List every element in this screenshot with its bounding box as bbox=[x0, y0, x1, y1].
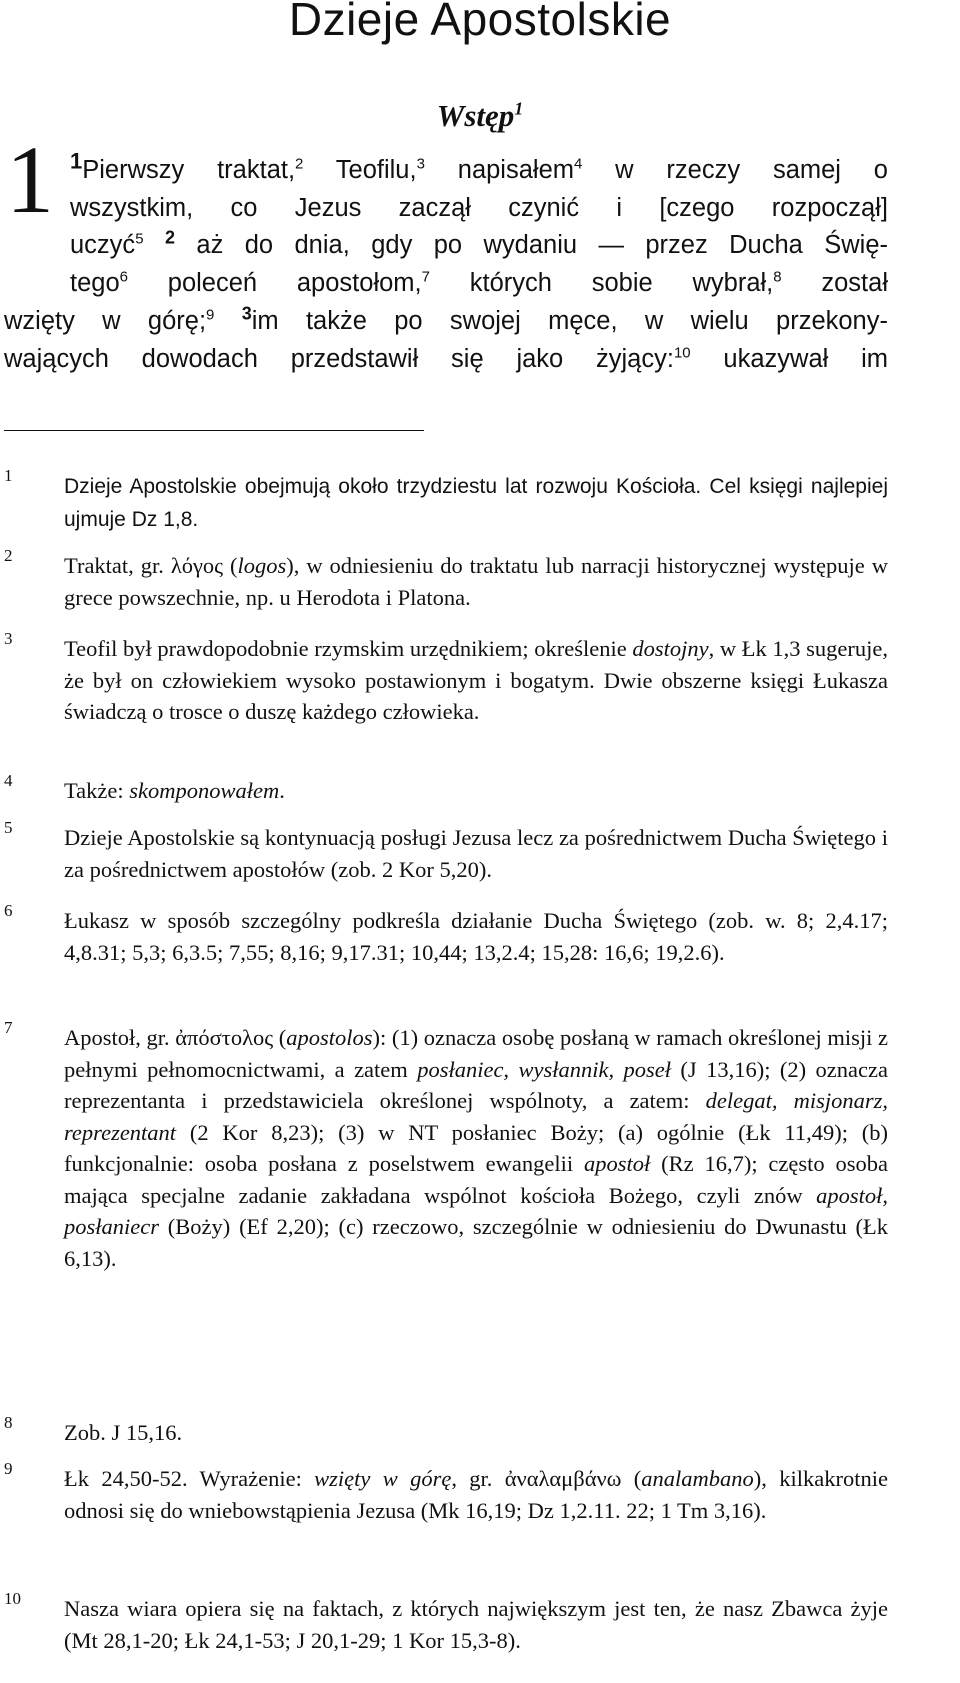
verse-number-2: 2 bbox=[164, 227, 175, 248]
footnote-text: Traktat, gr. λόγος (logos), w odniesieniu do traktatu lub narracji historycznej występuje w grece powszechnie, np. u Herodota i Platona. bbox=[64, 553, 888, 610]
footnote-ref-1: 1 bbox=[514, 98, 524, 119]
footnote-ref-2: 2 bbox=[295, 155, 304, 173]
footnote-text: Teofil był prawdopodobnie rzymskim urzędnikiem; określenie dostojny, w Łk 1,3 sugeruje, że był on człowiekiem wysoko postawionym i bogatym. Dwie obszerne księgi Łukasza świadczą o trosce o duszę każdego człowieka. bbox=[64, 636, 889, 724]
footnote-number: 5 bbox=[4, 818, 13, 837]
footnote-8 bbox=[4, 1413, 888, 1449]
footnote-text: Łk 24,50-52. Wyrażenie: wzięty w górę, gr. ἀναλαμβάνω (analambano), kilkakrotnie odnosi się do wniebowstąpienia Jezusa (Mk 16,19; Dz 1,2.11. 22; 1 Tm 3,16). bbox=[64, 1466, 888, 1523]
page-title: Dzieje Apostolskie bbox=[288, 0, 672, 45]
verse-line-5: wzięty w górę;$^9$ $^3$im także po swojej męce, w wielu przekony- bbox=[4, 303, 888, 335]
footnote-text: Dzieje Apostolskie są kontynuacją posługi Jezusa lecz za pośrednictwem Ducha Świętego i za pośrednictwem apostołów (zob. 2 Kor 5,20). bbox=[64, 825, 888, 882]
footnote-ref-7: 7 bbox=[421, 268, 430, 286]
footnote-text: Nasza wiara opiera się na faktach, z których największym jest ten, że nasz Zbawca żyje (Mt 28,1-20; Łk 24,1-53; J 20,1-29; 1 Kor 15,3-8). bbox=[64, 1596, 888, 1653]
verse-line-2: wszystkim, co Jezus zaczął czynić i [czego rozpoczął] bbox=[70, 193, 888, 222]
footnote-number: 4 bbox=[4, 771, 13, 790]
footnote-1 bbox=[4, 466, 888, 535]
footnote-9 bbox=[4, 1459, 888, 1526]
verse-line-3: uczyć$^5$ $^2$ aż do dnia, gdy po wydaniu — przez Ducha Świę- bbox=[70, 227, 889, 260]
footnote-5 bbox=[4, 818, 888, 885]
footnote-number: 3 bbox=[4, 629, 13, 648]
footnote-number: 10 bbox=[4, 1589, 21, 1608]
footnote-4 bbox=[4, 771, 888, 807]
footnote-10 bbox=[4, 1589, 888, 1656]
footnote-text: Zob. J 15,16. bbox=[64, 1420, 183, 1445]
footnote-number: 2 bbox=[4, 546, 13, 565]
footnote-3 bbox=[4, 629, 889, 728]
verse-line-1: 1Pierwszy traktat,$^2$ Teofilu,$^3$ napisałem$^4$ w rzeczy samej o bbox=[70, 148, 888, 184]
footnote-ref-4: 4 bbox=[574, 155, 583, 173]
footnote-divider bbox=[4, 430, 424, 431]
footnote-number: 9 bbox=[4, 1459, 13, 1478]
chapter-number: 1 bbox=[6, 126, 54, 233]
verse-number-1: 1 bbox=[70, 148, 83, 174]
footnote-number: 1 bbox=[4, 466, 13, 485]
footnote-text: Łukasz w sposób szczególny podkreśla działanie Ducha Świętego (zob. w. 8; 2,4.17; 4,8.31; 5,3; 6,3.5; 7,55; 8,16; 9,17.31; 10,44; 13,2.4; 15,28: 16,6; 19,2.6). bbox=[64, 908, 888, 965]
footnote-number: 7 bbox=[4, 1018, 13, 1037]
footnote-number: 8 bbox=[4, 1413, 13, 1432]
footnote-6 bbox=[4, 901, 888, 968]
footnote-number: 6 bbox=[4, 901, 13, 920]
footnote-ref-6: 6 bbox=[119, 268, 128, 286]
verse-line-4: tego$^6$ poleceń apostołom,$^7$ których sobie wybrał,$^8$ został bbox=[70, 268, 888, 298]
intro-heading bbox=[0, 98, 960, 134]
greek-word: ἀναλαμβάνω bbox=[504, 1466, 622, 1491]
verse-number-3: 3 bbox=[241, 303, 252, 324]
footnote-ref-8: 8 bbox=[773, 268, 782, 286]
greek-word: ἀπόστολος bbox=[175, 1025, 274, 1050]
intro-heading-text: Wstęp bbox=[436, 98, 515, 133]
footnote-ref-5: 5 bbox=[135, 230, 144, 248]
footnote-text: Apostoł, gr. ἀπόστολος (apostolos): (1) oznacza osobę posłaną w ramach określonej misji z pełnymi pełnomocnictwami, a zatem posłaniec, wysłannik, poseł (J 13,16); (2) oznacza reprezentanta i przedstawiciela określonej wspólnoty, a zatem: delegat, misjonarz, reprezentant (2 Kor 8,23); (3) w NT posłaniec Boży; (a) ogólnie (Łk 11,49); (b) funkcjonalnie: osoba posłana z poselstwem ewangelii apostoł (Rz 16,7); często osoba mająca specjalne zadanie zakładana wspólnot kościoła Bożego, czyli znów apostoł, posłaniecr (Boży) (Ef 2,20); (c) rzeczowo, szczególnie w odniesieniu do Dwunastu (Łk 6,13). bbox=[64, 1025, 888, 1271]
footnote-7 bbox=[4, 1018, 888, 1274]
verse-line-6: wających dowodach przedstawił się jako żyjący:$^{10}$ ukazywał im bbox=[4, 344, 889, 373]
footnote-ref-10: 10 bbox=[673, 344, 691, 362]
footnote-ref-9: 9 bbox=[206, 306, 215, 324]
greek-word: λόγος bbox=[170, 553, 224, 578]
footnote-ref-3: 3 bbox=[416, 155, 425, 173]
footnote-text: Dzieje Apostolskie obejmują około trzydziestu lat rozwoju Kościoła. Cel księgi najlepiej ujmuje Dz 1,8. bbox=[64, 475, 888, 531]
footnote-2 bbox=[4, 546, 888, 613]
footnote-text: Także: skomponowałem. bbox=[64, 778, 285, 803]
verse-block bbox=[4, 148, 889, 378]
